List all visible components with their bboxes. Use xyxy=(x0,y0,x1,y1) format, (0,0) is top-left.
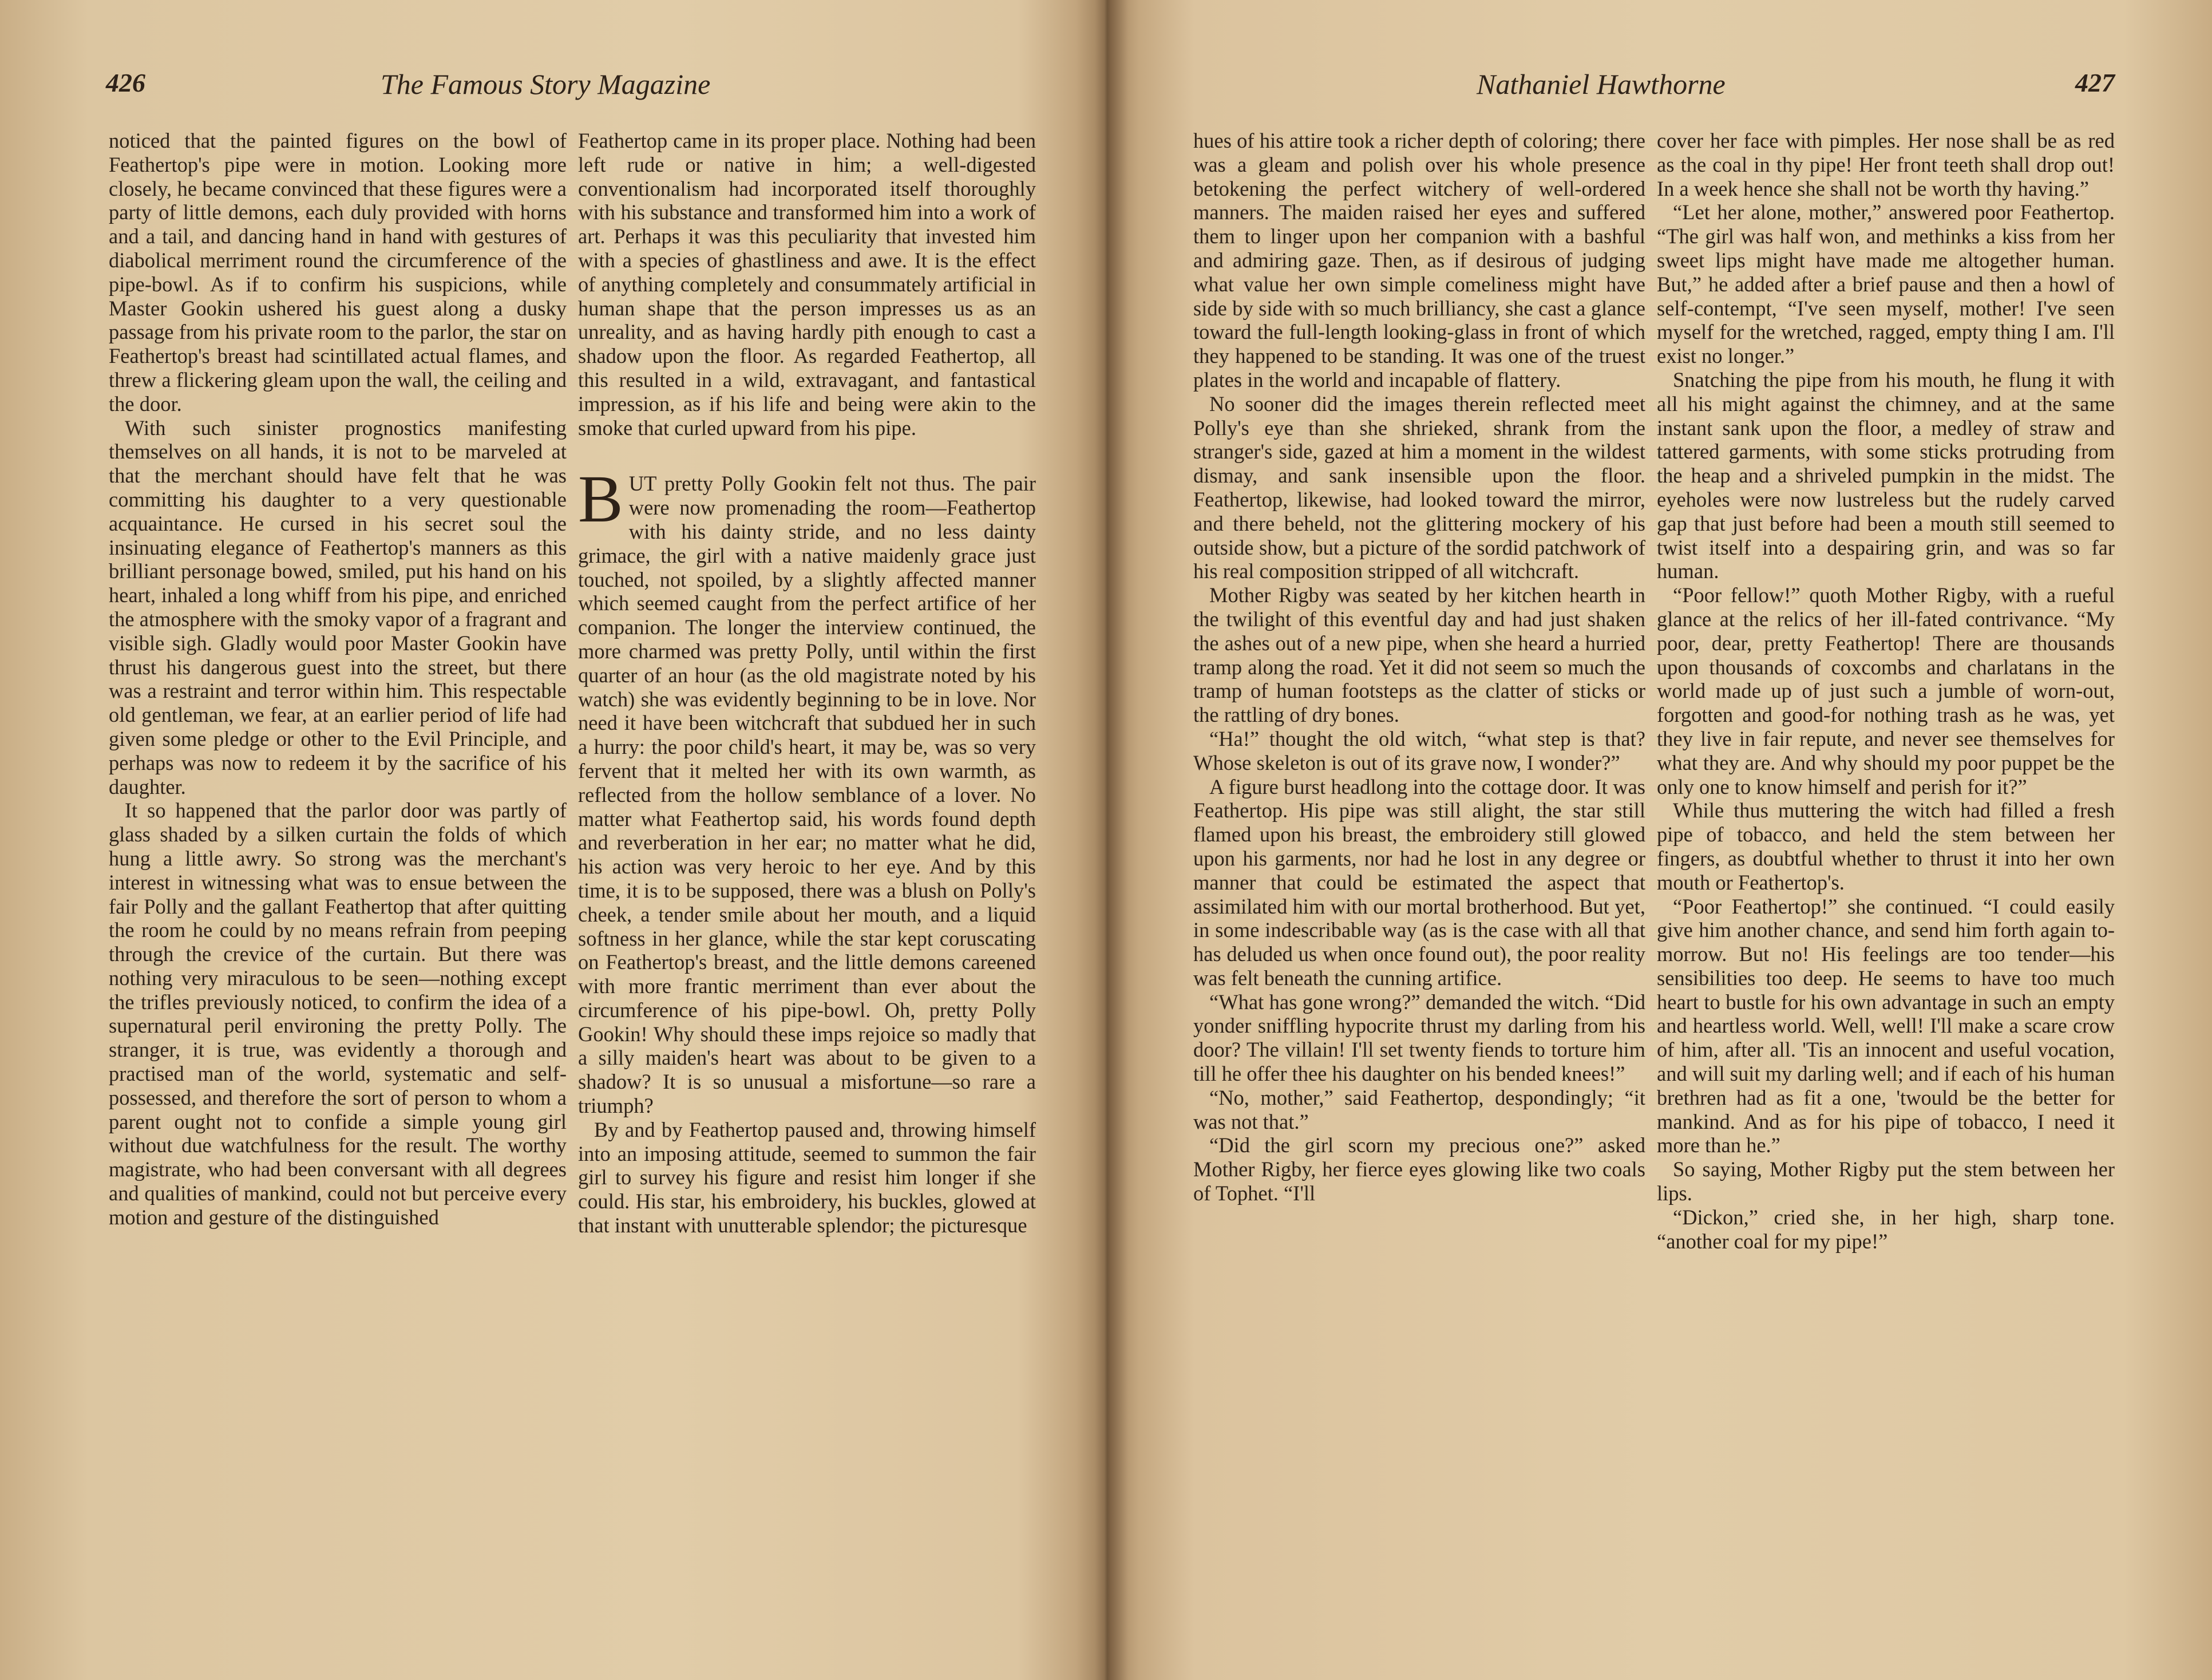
paragraph: Mother Rigby was seated by her kitchen hearth in the twilight of this eventful day and had just shaken the ashes out of a new pipe, when she heard a hurried tramp along the road. Yet it did not seem so much the tramp of human footsteps as the clatter of sticks or the rattling of dry bones. xyxy=(1193,583,1645,727)
paragraph: cover her face with pimples. Her nose shall be as red as the coal in thy pipe! Her front teeth shall drop out! In a week hence she shall not be worth thy having.” xyxy=(1657,129,2115,200)
paragraph: “Did the girl scorn my precious one?” asked Mother Rigby, her fierce eyes glowing like two coals of Tophet. “I'll xyxy=(1193,1133,1645,1205)
right-column-1 xyxy=(1193,129,1645,1646)
section-opening-paragraph xyxy=(578,461,1036,1118)
paragraph-text: UT pretty Polly Gookin felt not thus. The pair were now promenading the room—Feathertop with his dainty stride, and no less dainty grimace, the girl with a native maidenly grace just touched, not spoiled, by a slightly affected manner which seemed caught from the perfect artifice of her companion. The longer the interview continued, the more charmed was pretty Polly, until within the first quarter of an hour (as the old magistrate noted by his watch) she was evidently beginning to be in love. Nor need it have been witchcraft that subdued her in such a hurry: the poor child's heart, it may be, was so very fervent that it melted her with its own warmth, as reflected from the hollow semblance of a lover. No matter what Feathertop said, his words found depth and reverberation in her ear; no matter what he did, his action was very heroic to her eye. And by this time, it is to be supposed, there was a blush on Polly's cheek, a tender smile about her mouth, and a liquid softness in her glance, while the star kept coruscating on Feathertop's breast, and the little demons careened with more frantic merriment than ever about the circumference of his pipe-bowl. Oh, pretty Polly Gookin! Why should these imps rejoice so madly that a silly maiden's heart was about to be given to a shadow? It is so unusual a misfortune—so rare a triumph? xyxy=(578,472,1036,1118)
paragraph: While thus muttering the witch had filled a fresh pipe of tobacco, and held the stem between her fingers, as doubtful whether to thrust it into her own mouth or Feathertop's. xyxy=(1657,799,2115,894)
right-column-2 xyxy=(1657,129,2115,1646)
paragraph: “Poor Feathertop!” she continued. “I could easily give him another chance, and send him forth again to-morrow. But no! His feelings are too tender—his sensibilities too deep. He seems to have too much heart to bustle for his own advantage in such an empty and heartless world. Well, well! I'll make a scare crow of him, after all. 'Tis an innocent and useful vocation, and will suit my darling well; and if each of his human brethren had as fit a one, 'twould be the better for mankind. And as for his pipe of tobacco, I need it more than he.” xyxy=(1657,894,2115,1157)
left-column-2 xyxy=(578,129,1036,1646)
left-page xyxy=(0,0,1105,1680)
running-head: Nathaniel Hawthorne xyxy=(1477,68,1726,100)
left-column-1 xyxy=(109,129,567,1646)
paragraph: No sooner did the images therein reflected meet Polly's eye than she shrieked, shrank from the stranger's side, gazed at him a moment in the wildest dismay, and sank insensible upon the floor. Feathertop, likewise, had looked toward the mirror, and there beheld, not the glittering mockery of his outside show, but a picture of the sordid patchwork of his real composition stripped of all witchcraft. xyxy=(1193,392,1645,583)
paragraph: noticed that the painted figures on the bowl of Feathertop's pipe were in motion. Looking more closely, he became convinced that these figures were a party of little demons, each duly provided with horns and a tail, and dancing hand in hand with gestures of diabolical merriment round the circumference of the pipe-bowl. As if to confirm his suspicions, while Master Gookin ushered his guest along a dusky passage from his private room to the parlor, the star on Feathertop's breast had scintillated actual flames, and threw a flickering gleam upon the wall, the ceiling and the door. xyxy=(109,129,567,416)
left-page-header xyxy=(106,68,1033,108)
page-number: 426 xyxy=(106,68,145,97)
paragraph: “Let her alone, mother,” answered poor Feathertop. “The girl was half won, and methinks a kiss from her sweet lips might have made me altogether human. But,” he added after a brief pause and then a howl of self-contempt, “I've seen myself, mother! I've seen myself for the wretched, ragged, empty thing I am. I'll exist no longer.” xyxy=(1657,200,2115,368)
paragraph: “No, mother,” said Feathertop, despondingly; “it was not that.” xyxy=(1193,1085,1645,1133)
paragraph: “Ha!” thought the old witch, “what step is that? Whose skeleton is out of its grave now, I wonder?” xyxy=(1193,726,1645,774)
paragraph: By and by Feathertop paused and, throwing himself into an imposing attitude, seemed to summon the fair girl to survey his figure and resist him longer if she could. His star, his embroidery, his buckles, glowed at that instant with unutterable splendor; the picturesque xyxy=(578,1117,1036,1238)
page-number: 427 xyxy=(2075,68,2115,97)
paragraph: A figure burst headlong into the cottage door. It was Feathertop. His pipe was still alight, the star still flamed upon his breast, the embroidery still glowed upon his garments, nor had he lost in any degree or manner that could be estimated the aspect that assimilated him with our mortal brotherhood. But yet, in some indescribable way (as is the case with all that has deluded us when once found out), the poor reality was felt beneath the cunning artifice. xyxy=(1193,774,1645,990)
paragraph: It so happened that the parlor door was partly of glass shaded by a silken curtain the folds of which hung a little awry. So strong was the merchant's interest in witnessing what was to ensue between the fair Polly and the gallant Feathertop that after quitting the room he could by no means refrain from peeping through the crevice of the curtain. But there was nothing very miraculous to be seen—nothing except the trifles previously noticed, to confirm the idea of a supernatural peril environing the pretty Polly. The stranger, it is true, was evidently a thorough and practised man of the world, systematic and self-possessed, and therefore the sort of person to whom a parent ought not to confide a simple young girl without due watchfulness for the result. The worthy magistrate, who had been conversant with all degrees and qualities of mankind, could not but perceive every motion and gesture of the distinguished xyxy=(109,799,567,1229)
paragraph: With such sinister prognostics manifesting themselves on all hands, it is not to be marveled at that the merchant should have felt that he was committing his daughter to a very questionable acquaintance. He cursed in his secret soul the insinuating elegance of Feathertop's manners as this brilliant personage bowed, smiled, put his hand on his heart, inhaled a long whiff from his pipe, and enriched the atmosphere with the smoky vapor of a fragrant and visible sigh. Gladly would poor Master Gookin have thrust his dangerous guest into the street, but there was a restraint and terror within him. This respectable old gentleman, we fear, at an earlier period of life had given some pledge or other to the Evil Principle, and perhaps was now to redeem it by the sacrifice of his daughter. xyxy=(109,416,567,799)
book-spine xyxy=(1076,0,1139,1680)
paragraph: Feathertop came in its proper place. Nothing had been left rude or native in him; a well-digested conventionalism had incorporated itself thoroughly with his substance and transformed him into a work of art. Perhaps it was this peculiarity that invested him with a species of ghastliness and awe. It is the effect of anything completely and consummately artificial in human shape that the person impresses us as an unreality, and as having hardly pith enough to cast a shadow upon the floor. As regarded Feathertop, all this resulted in a wild, extravagant, and fantastical impression, as if his life and being were akin to the smoke that curled upward from his pipe. xyxy=(578,129,1036,440)
running-head: The Famous Story Magazine xyxy=(381,68,711,100)
paragraph: “Poor fellow!” quoth Mother Rigby, with a rueful glance at the relics of her ill-fated contrivance. “My poor, dear, pretty Feathertop! There are thousands upon thousands of coxcombs and charlatans in the world made up of just such a jumble of worn-out, forgotten and good-for nothing trash as he was, yet they live in fair repute, and never see themselves for what they are. And why should my poor puppet be the only one to know himself and perish for it?” xyxy=(1657,583,2115,799)
paragraph: “Dickon,” cried she, in her high, sharp tone. “another coal for my pipe!” xyxy=(1657,1205,2115,1253)
right-page-header xyxy=(1193,68,2115,108)
drop-cap: B xyxy=(578,461,623,537)
paragraph: “What has gone wrong?” demanded the witch. “Did yonder sniffling hypocrite thrust my darling from his door? The villain! I'll set twenty fiends to torture him till he offer thee his daughter on his bended knees!” xyxy=(1193,990,1645,1086)
right-page xyxy=(1107,0,2212,1680)
paragraph: Snatching the pipe from his mouth, he flung it with all his might against the chimney, and at the same instant sank upon the floor, a medley of straw and tattered garments, with some sticks protruding from the heap and a shriveled pumpkin in the midst. The eyeholes were now lustreless but the rudely carved gap that just before had been a mouth still seemed to twist itself into a despairing grin, and was so far human. xyxy=(1657,367,2115,583)
paragraph: hues of his attire took a richer depth of coloring; there was a gleam and polish over his whole presence betokening the perfect witchery of well-ordered manners. The maiden raised her eyes and suffered them to linger upon her companion with a bashful and admiring gaze. Then, as if desirous of judging what value her own simple comeliness might have side by side with so much brilliancy, she cast a glance toward the full-length looking-glass in front of which they happened to be standing. It was one of the truest plates in the world and incapable of flattery. xyxy=(1193,129,1645,392)
paragraph: So saying, Mother Rigby put the stem between her lips. xyxy=(1657,1157,2115,1205)
